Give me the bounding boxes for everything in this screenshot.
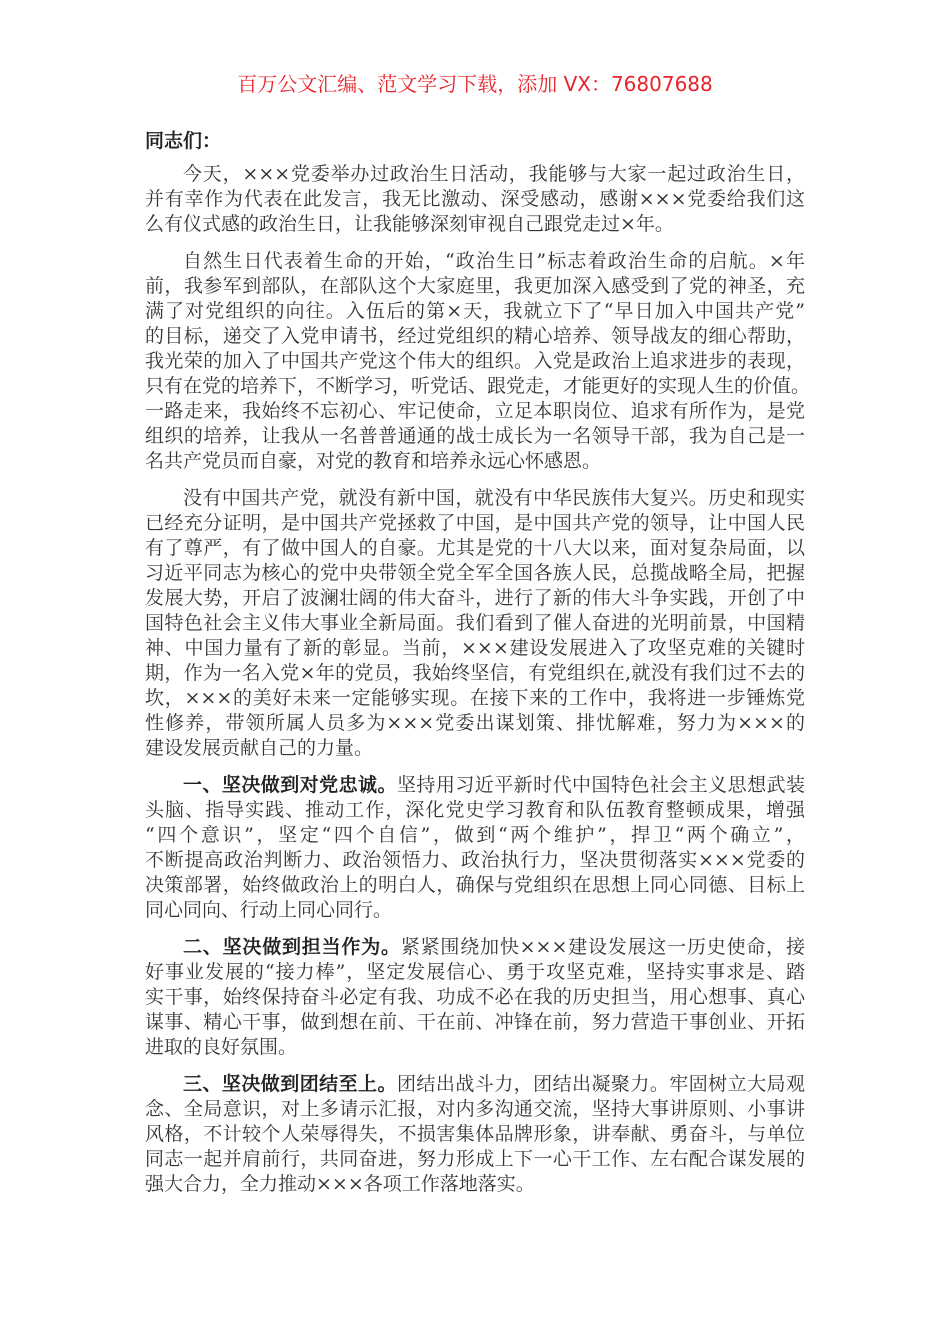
text-line: 不断提高政治判断力、政治领悟力、政治执行力，坚决贯彻落实×××党委的 bbox=[145, 849, 805, 871]
text-line: 有了尊严，有了做中国人的自豪。尤其是党的十八大以来，面对复杂局面，以 bbox=[145, 537, 805, 559]
section-text: 坚持用习近平新时代中国特色社会主义思想武装 bbox=[396, 774, 805, 796]
text-line: 同心同向、行动上同心同行。 bbox=[145, 899, 393, 921]
text-line: 进取的良好氛围。 bbox=[145, 1036, 298, 1058]
text-line: “四个意识”，坚定“四个自信”，做到“两个维护”，捍卫“两个确立”， bbox=[145, 824, 805, 846]
text-line: 坎，×××的美好未来一定能够实现。在接下来的工作中，我将进一步锤炼党 bbox=[145, 687, 805, 709]
text-line: 同志一起并肩前行，共同奋进，努力形成上下一心干工作、左右配合谋发展的 bbox=[145, 1148, 805, 1170]
text-line: 只有在党的培养下，不断学习，听党话、跟党走，才能更好的实现人生的价值。 bbox=[145, 375, 811, 397]
section-heading: 三、坚决做到团结至上。 bbox=[183, 1073, 397, 1095]
watermark-banner: 百万公文汇编、范文学习下载，添加 VX：76807688 bbox=[237, 72, 713, 96]
paragraph bbox=[145, 249, 811, 474]
text-line: 强大合力，全力推动×××各项工作落地落实。 bbox=[145, 1173, 535, 1195]
text-line: 发展大势，开启了波澜壮阔的伟大奋斗，进行了新的伟大斗争实践，开创了中 bbox=[145, 587, 805, 609]
text-line: 满了对党组织的向往。入伍后的第×天，我就立下了“早日加入中国共产党” bbox=[145, 300, 805, 322]
text-line: 没有中国共产党，就没有新中国，就没有中华民族伟大复兴。历史和现实 bbox=[183, 487, 805, 509]
text-line: 名共产党员而自豪，对党的教育和培养永远心怀感恩。 bbox=[145, 450, 602, 472]
text-line: 决策部署，始终做政治上的明白人，确保与党组织在思想上同心同德、目标上 bbox=[145, 874, 805, 896]
text-line: 国特色社会主义伟大事业全新局面。我们看到了催人奋进的光明前景，中国精 bbox=[145, 612, 805, 634]
text-line: 么有仪式感的政治生日，让我能够深刻审视自己跟党走过×年。 bbox=[145, 213, 674, 235]
paragraph bbox=[145, 162, 805, 237]
text-line: 已经充分证明，是中国共产党拯救了中国，是中国共产党的领导，让中国人民 bbox=[145, 512, 805, 534]
text-line: 头脑、指导实践、推动工作，深化党史学习教育和队伍教育整顿成果，增强 bbox=[145, 799, 805, 821]
paragraph bbox=[145, 486, 805, 761]
text-line: 实干事，始终保持奋斗必定有我、功成不必在我的历史担当，用心想事、真心 bbox=[145, 986, 805, 1008]
section-heading: 一、坚决做到对党忠诚。 bbox=[183, 774, 397, 796]
text-line bbox=[145, 773, 805, 798]
text-line: 并有幸作为代表在此发言，我无比激动、深受感动，感谢×××党委给我们这 bbox=[145, 188, 805, 210]
text-line: 期，作为一名入党×年的党员，我始终坚信，有党组织在,就没有我们过不去的 bbox=[145, 662, 805, 684]
text-line: 念、全局意识，对上多请示汇报，对内多沟通交流，坚持大事讲原则、小事讲 bbox=[145, 1098, 805, 1120]
text-line: 今天，×××党委举办过政治生日活动，我能够与大家一起过政治生日， bbox=[183, 163, 805, 185]
section-paragraph bbox=[145, 773, 805, 923]
text-line bbox=[145, 1072, 805, 1097]
text-line: 建设发展贡献自己的力量。 bbox=[145, 737, 374, 759]
text-line: 好事业发展的“接力棒”，坚定发展信心、勇于攻坚克难，坚持实事求是、踏 bbox=[145, 961, 805, 983]
salutation: 同志们： bbox=[145, 130, 222, 152]
text-line: 前，我参军到部队，在部队这个大家庭里，我更加深入感受到了党的神圣，充 bbox=[145, 275, 805, 297]
text-line: 的目标，递交了入党申请书，经过党组织的精心培养、领导战友的细心帮助， bbox=[145, 325, 805, 347]
text-line: 性修养，带领所属人员多为×××党委出谋划策、排忧解难，努力为×××的 bbox=[145, 712, 805, 734]
text-line: 自然生日代表着生命的开始，“政治生日”标志着政治生命的启航。×年 bbox=[183, 250, 805, 272]
section-text: 紧紧围绕加快×××建设发展这一历史使命，接 bbox=[400, 936, 805, 958]
section-heading: 二、坚决做到担当作为。 bbox=[183, 936, 401, 958]
text-line: 组织的培养，让我从一名普普通通的战士成长为一名领导干部，我为自己是一 bbox=[145, 425, 805, 447]
document-body bbox=[145, 162, 811, 1209]
text-line: 习近平同志为核心的党中央带领全党全军全国各族人民，总揽战略全局，把握 bbox=[145, 562, 805, 584]
section-paragraph bbox=[145, 1072, 805, 1197]
text-line: 我光荣的加入了中国共产党这个伟大的组织。入党是政治上追求进步的表现， bbox=[145, 350, 805, 372]
section-paragraph bbox=[145, 935, 805, 1060]
section-text: 团结出战斗力，团结出凝聚力。牢固树立大局观 bbox=[396, 1073, 805, 1095]
text-line bbox=[145, 935, 805, 960]
text-line: 一路走来，我始终不忘初心、牢记使命，立足本职岗位、追求有所作为，是党 bbox=[145, 400, 805, 422]
text-line: 神、中国力量有了新的彰显。当前，×××建设发展进入了攻坚克难的关键时 bbox=[145, 637, 805, 659]
text-line: 风格，不计较个人荣辱得失，不损害集体品牌形象，讲奉献、勇奋斗，与单位 bbox=[145, 1123, 805, 1145]
text-line: 谋事、精心干事，做到想在前、干在前、冲锋在前，努力营造干事创业、开拓 bbox=[145, 1011, 805, 1033]
